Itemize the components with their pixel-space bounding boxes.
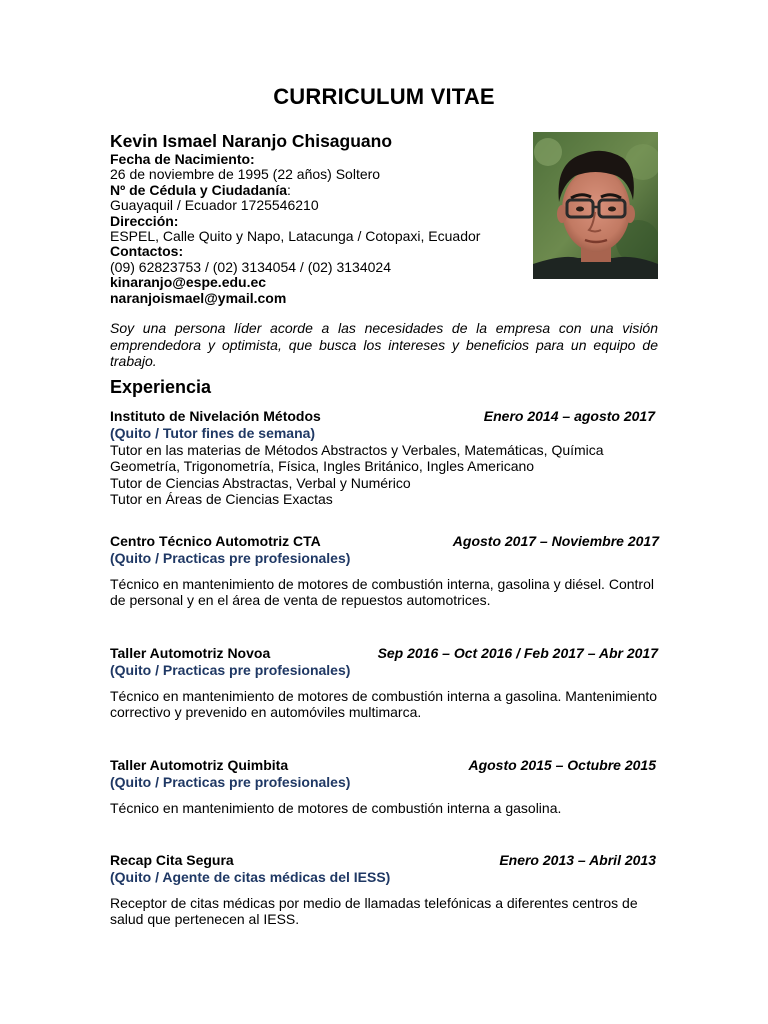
job-entry	[110, 852, 658, 928]
birth-value: 26 de noviembre de 1995 (22 años) Soltero	[110, 166, 381, 183]
job-role: (Quito / Practicas pre profesionales)	[110, 550, 351, 566]
job-description: Receptor de citas médicas por medio de llamadas telefónicas a diferentes centros de salud que pertenecen al IESS.	[110, 894, 638, 928]
job-entry	[110, 645, 658, 721]
job-company: Taller Automotriz Novoa	[110, 645, 271, 661]
contacts-label: Contactos:	[110, 243, 184, 260]
personal-info	[110, 131, 520, 306]
job-dates: Agosto 2015 – Octubre 2015	[468, 757, 656, 773]
job-company: Recap Cita Segura	[110, 852, 234, 868]
candidate-name: Kevin Ismael Naranjo Chisaguano	[110, 131, 393, 151]
job-dates: Sep 2016 – Oct 2016 / Feb 2017 – Abr 2017	[377, 645, 658, 661]
job-dates: Agosto 2017 – Noviembre 2017	[452, 533, 659, 549]
job-company: Taller Automotriz Quimbita	[110, 757, 289, 773]
job-company: Instituto de Nivelación Métodos	[110, 408, 321, 424]
profile-summary: Soy una persona líder acorde a las necesidades de la empresa con una visión emprendedora y optimista, que busca los intereses y beneficios para un equipo de trabajo.	[110, 320, 658, 369]
job-header	[110, 408, 658, 425]
job-header	[110, 533, 658, 550]
email-primary: kinaranjo@espe.edu.ec	[110, 274, 267, 291]
page-title: CURRICULUM VITAE	[273, 84, 495, 109]
job-header	[110, 645, 658, 662]
portrait-image	[533, 132, 658, 279]
phones: (09) 62823753 / (02) 3134054 / (02) 3134024	[110, 258, 391, 275]
job-dates: Enero 2013 – Abril 2013	[499, 852, 656, 868]
job-header	[110, 852, 658, 869]
id-label: Nº de Cédula y Ciudadanía	[110, 181, 288, 198]
job-company: Centro Técnico Automotriz CTA	[110, 533, 321, 549]
job-description: Técnico en mantenimiento de motores de combustión interna a gasolina.	[110, 799, 562, 816]
job-role: (Quito / Agente de citas médicas del IESS)	[110, 869, 391, 885]
job-role: (Quito / Tutor fines de semana)	[110, 425, 316, 441]
job-role: (Quito / Practicas pre profesionales)	[110, 774, 351, 790]
job-line: Geometría, Trigonometría, Física, Ingles Británico, Ingles Americano	[110, 458, 535, 475]
id-label-row	[110, 183, 520, 198]
job-line: Tutor en las materias de Métodos Abstractos y Verbales, Matemáticas, Química	[110, 441, 604, 458]
job-description: Técnico en mantenimiento de motores de combustión interna a gasolina. Mantenimiento correctivo y prevenido en automóviles multimarca.	[110, 687, 658, 721]
job-entry	[110, 533, 658, 609]
address-label: Dirección:	[110, 212, 179, 229]
email-secondary: naranjoismael@ymail.com	[110, 289, 287, 306]
job-header	[110, 757, 658, 774]
profile-photo	[533, 132, 658, 279]
id-value: Guayaquil / Ecuador 1725546210	[110, 197, 319, 214]
job-line: Tutor en Áreas de Ciencias Exactas	[110, 491, 333, 508]
id-label-suffix: :	[287, 181, 291, 198]
job-entry	[110, 408, 658, 508]
job-role: (Quito / Practicas pre profesionales)	[110, 662, 351, 678]
job-dates: Enero 2014 – agosto 2017	[483, 408, 655, 424]
job-entry	[110, 757, 658, 816]
job-description: Técnico en mantenimiento de motores de combustión interna, gasolina y diésel. Control de personal y en el área de venta de repuestos automotrices.	[110, 575, 654, 609]
address-value: ESPEL, Calle Quito y Napo, Latacunga / Cotopaxi, Ecuador	[110, 228, 481, 245]
experience-heading: Experiencia	[110, 377, 212, 397]
birth-label: Fecha de Nacimiento:	[110, 151, 255, 167]
job-line: Tutor de Ciencias Abstractas, Verbal y Numérico	[110, 474, 411, 491]
